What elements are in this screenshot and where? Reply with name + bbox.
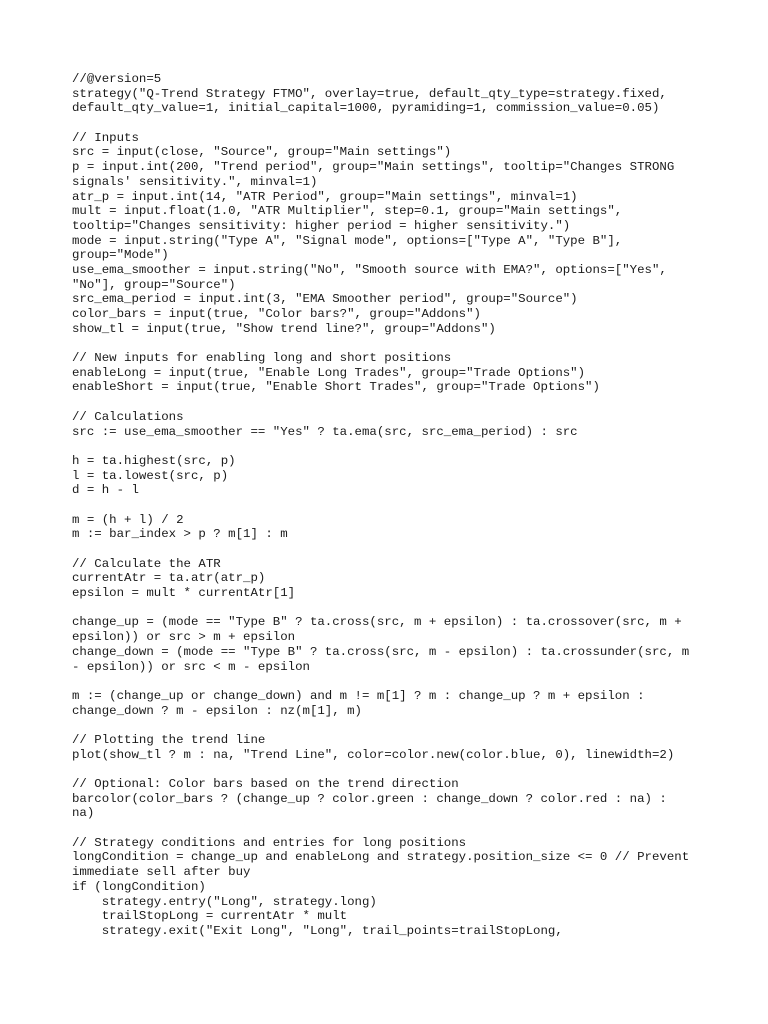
code-line: change_up = (mode == "Type B" ? ta.cross(src, m + epsilon) : ta.crossover(src, m + [72, 615, 682, 630]
code-line: group="Mode") [72, 248, 169, 263]
code-line: src := use_ema_smoother == "Yes" ? ta.ema(src, src_ema_period) : src [72, 424, 578, 439]
code-line: // Optional: Color bars based on the trend direction [72, 777, 459, 791]
code-line [72, 395, 722, 410]
code-line: currentAtr = ta.atr(atr_p) [72, 571, 266, 586]
code-line: barcolor(color_bars ? (change_up ? color.green : change_down ? color.red : na) : [72, 791, 667, 806]
code-document [72, 72, 722, 939]
code-line: // Plotting the trend line [72, 732, 266, 747]
code-line: strategy("Q-Trend Strategy FTMO", overlay=true, default_qty_type=strategy.fixed, [72, 86, 667, 101]
code-line: h = ta.highest(src, p) [72, 453, 236, 468]
code-line: epsilon)) or src > m + epsilon [72, 630, 296, 645]
code-line: src_ema_period = input.int(3, "EMA Smoother period", group="Source") [72, 292, 578, 307]
code-line: p = input.int(200, "Trend period", group="Main settings", tooltip="Changes STRONG [72, 160, 675, 175]
code-line: //@version=5 [72, 72, 162, 86]
code-line [72, 336, 722, 351]
code-line: if (longCondition) [72, 879, 206, 894]
code-line: enableShort = input(true, "Enable Short Trades", group="Trade Options") [72, 380, 600, 395]
code-line: // Inputs [72, 130, 139, 145]
code-line: m := bar_index > p ? m[1] : m [72, 527, 288, 542]
code-line: - epsilon)) or src < m - epsilon [72, 659, 310, 674]
code-line [72, 601, 722, 616]
code-line: // Calculate the ATR [72, 556, 221, 571]
code-line: epsilon = mult * currentAtr[1] [72, 586, 296, 601]
code-line: tooltip="Changes sensitivity: higher period = higher sensitivity.") [72, 218, 571, 233]
code-line: immediate sell after buy [72, 865, 251, 880]
code-line: show_tl = input(true, "Show trend line?", group="Addons") [72, 321, 496, 336]
code-line: strategy.exit("Exit Long", "Long", trail_points=trailStopLong, [72, 923, 563, 938]
code-line [72, 762, 722, 777]
code-line: // Calculations [72, 409, 184, 424]
code-line: atr_p = input.int(14, "ATR Period", group="Main settings", minval=1) [72, 189, 578, 204]
code-line: // Strategy conditions and entries for long positions [72, 835, 467, 850]
code-line: m = (h + l) / 2 [72, 512, 184, 527]
code-line: strategy.entry("Long", strategy.long) [72, 894, 377, 909]
code-line: enableLong = input(true, "Enable Long Trades", group="Trade Options") [72, 365, 586, 380]
code-line: trailStopLong = currentAtr * mult [72, 909, 348, 924]
code-line: na) [72, 806, 95, 821]
code-line [72, 439, 722, 454]
code-line: color_bars = input(true, "Color bars?", group="Addons") [72, 307, 481, 321]
code-line: l = ta.lowest(src, p) [72, 468, 229, 483]
code-line: plot(show_tl ? m : na, "Trend Line", color=color.new(color.blue, 0), linewidth=2) [72, 747, 675, 762]
code-line [72, 498, 722, 513]
code-line: "No"], group="Source") [72, 277, 236, 292]
code-line [72, 674, 722, 689]
code-line: default_qty_value=1, initial_capital=1000, pyramiding=1, commission_value=0.05) [72, 101, 660, 116]
code-line [72, 821, 722, 836]
code-line: mult = input.float(1.0, "ATR Multiplier", step=0.1, group="Main settings", [72, 204, 623, 219]
code-line: signals' sensitivity.", minval=1) [72, 174, 318, 189]
code-line: mode = input.string("Type A", "Signal mode", options=["Type A", "Type B"], [72, 233, 623, 248]
code-line: m := (change_up or change_down) and m != m[1] ? m : change_up ? m + epsilon : [72, 688, 645, 703]
code-line [72, 116, 722, 131]
code-line: d = h - l [72, 483, 139, 498]
code-line [72, 542, 722, 557]
code-line: use_ema_smoother = input.string("No", "Smooth source with EMA?", options=["Yes", [72, 262, 667, 277]
code-line: change_down = (mode == "Type B" ? ta.cross(src, m - epsilon) : ta.crossunder(src, m [72, 644, 690, 659]
code-line: src = input(close, "Source", group="Main settings") [72, 145, 452, 160]
code-line: longCondition = change_up and enableLong and strategy.position_size <= 0 // Prevent [72, 850, 690, 865]
code-line [72, 718, 722, 733]
code-line: change_down ? m - epsilon : nz(m[1], m) [72, 703, 362, 718]
code-line: // New inputs for enabling long and short positions [72, 351, 452, 366]
